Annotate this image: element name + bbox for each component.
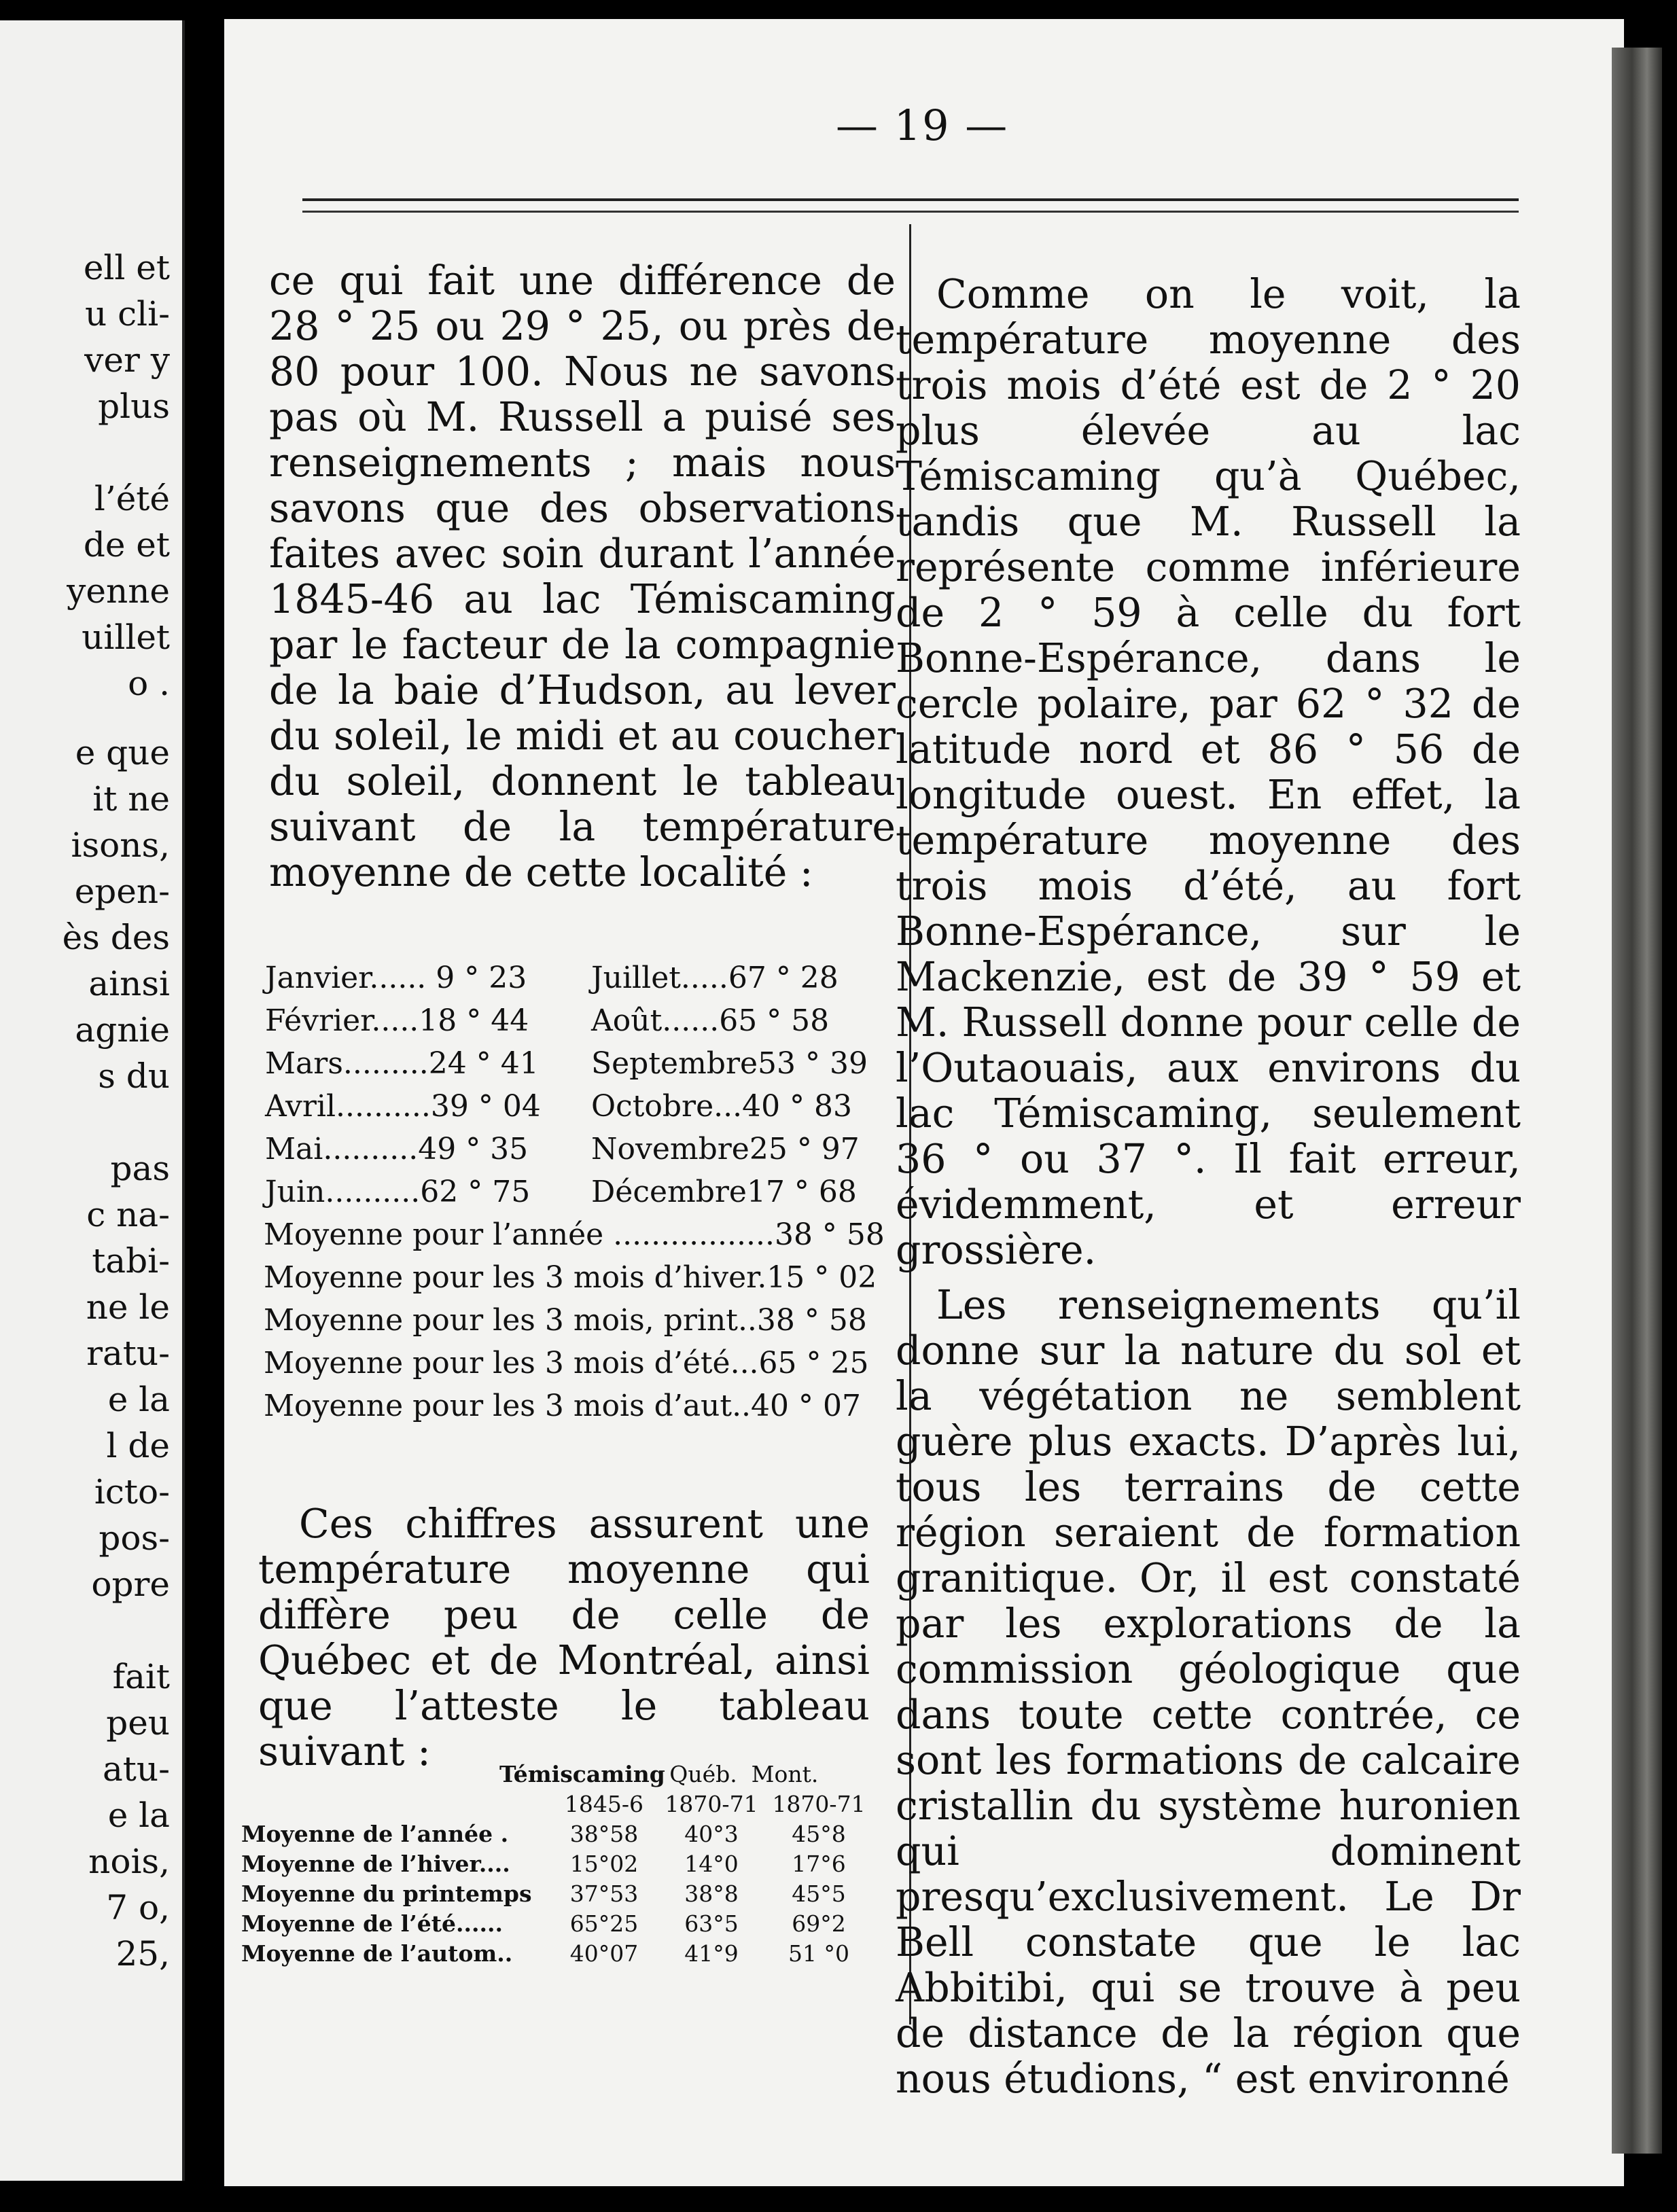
month-cell: Novembre25 ° 97 bbox=[591, 1132, 860, 1166]
table-row bbox=[265, 1042, 890, 1085]
left-paragraph-1: ce qui fait une différence de 28 ° 25 ou 29 ° 25, ou près de 80 pour 100. Nous ne savons pas où M. Russell a puisé ses renseignements ; mais nous savons que des observations faites avec soin durant l’année 1845-46 au lac Témiscaming par le facteur de la compagnie de la baie d’Hudson, au lever du soleil, le midi et au coucher du soleil, donnent le tableau suivant de la température moyenne de cette localité : bbox=[269, 257, 896, 895]
header-rule bbox=[302, 198, 1519, 213]
table-row bbox=[265, 957, 890, 999]
year-cell: 1870-71 bbox=[772, 1791, 866, 1817]
row-label: Moyenne de l’hiver.... bbox=[241, 1851, 510, 1877]
previous-page-line: ne le bbox=[86, 1287, 170, 1327]
value-cell: 38°58 bbox=[569, 1821, 639, 1847]
left-paragraph-2-block bbox=[258, 1501, 870, 1774]
previous-page-line: atu- bbox=[103, 1749, 170, 1789]
value-cell: 14°0 bbox=[684, 1851, 739, 1877]
value-cell: 63°5 bbox=[684, 1910, 739, 1937]
table-row bbox=[241, 1939, 873, 1969]
month-cell: Décembre17 ° 68 bbox=[591, 1175, 857, 1209]
left-column bbox=[269, 258, 896, 895]
month-cell: Octobre...40 ° 83 bbox=[591, 1089, 853, 1124]
table-row bbox=[265, 1171, 890, 1213]
value-cell: 41°9 bbox=[684, 1940, 739, 1967]
value-cell: 38°8 bbox=[684, 1880, 739, 1907]
previous-page-fragment bbox=[0, 20, 185, 2181]
row-label: Moyenne de l’autom.. bbox=[241, 1940, 513, 1967]
average-row: Moyenne pour les 3 mois, print..38 ° 58 bbox=[264, 1303, 867, 1338]
previous-page-line: ainsi bbox=[88, 964, 170, 1003]
value-cell: 69°2 bbox=[792, 1910, 846, 1937]
previous-page-line: isons, bbox=[71, 825, 170, 865]
year-cell: 1845-6 bbox=[564, 1791, 644, 1817]
monthly-temperature-table bbox=[265, 957, 890, 1213]
value-cell: 40°07 bbox=[569, 1940, 639, 1967]
table-row bbox=[241, 1849, 873, 1879]
previous-page-line: pas bbox=[110, 1149, 170, 1188]
previous-page-line: e la bbox=[107, 1796, 170, 1835]
previous-page-line: opre bbox=[91, 1565, 170, 1604]
table-row bbox=[265, 1128, 890, 1171]
month-cell: Janvier...... 9 ° 23 bbox=[265, 961, 527, 995]
month-cell: Mars.........24 ° 41 bbox=[265, 1046, 539, 1081]
previous-page-line: icto- bbox=[94, 1472, 170, 1512]
previous-page-line: agnie bbox=[75, 1010, 170, 1050]
previous-page-line: 25, bbox=[116, 1934, 170, 1974]
average-row: Moyenne pour l’année .................38 ° 58 bbox=[264, 1217, 885, 1252]
value-cell: 45°5 bbox=[792, 1880, 846, 1907]
average-row: Moyenne pour les 3 mois d’aut..40 ° 07 bbox=[264, 1389, 861, 1423]
row-label: Moyenne du printemps bbox=[241, 1880, 532, 1907]
header-montreal: Mont. bbox=[751, 1761, 819, 1787]
page-edge bbox=[1612, 48, 1662, 2154]
averages-list bbox=[264, 1213, 889, 1427]
average-row: Moyenne pour les 3 mois d’hiver.15 ° 02 bbox=[264, 1260, 877, 1295]
previous-page-line: s du bbox=[98, 1056, 170, 1096]
value-cell: 45°8 bbox=[792, 1821, 846, 1847]
previous-page-line: e que bbox=[75, 733, 170, 772]
previous-page-line: fait bbox=[112, 1657, 170, 1696]
header-temiscaming: Témiscaming bbox=[499, 1761, 665, 1787]
right-paragraph-1: Comme on le voit, la température moyenne des trois mois d’été est de 2 ° 20 plus élevée au lac Témiscaming qu’à Québec, tandis que M. Russell la représente comme inférieure de 2 ° 59 à celle du fort Bonne-Espérance, dans le cercle polaire, par 62 ° 32 de latitude nord et 86 ° 56 de longitude ouest. En effet, la température moyenne des trois mois d’été, au fort Bonne-Espérance, sur le Mackenzie, est de 39 ° 59 et M. Russell donne pour celle de l’Outaouais, aux environs du lac Témiscaming, seulement 36 ° ou 37 °. Il fait erreur, évidemment, et erreur grossière. bbox=[896, 271, 1521, 1273]
value-cell: 51 °0 bbox=[788, 1940, 849, 1967]
previous-page-line: pos- bbox=[99, 1518, 170, 1558]
month-cell: Avril..........39 ° 04 bbox=[265, 1089, 541, 1124]
previous-page-line: e la bbox=[107, 1380, 170, 1419]
previous-page-line: yenne bbox=[67, 571, 170, 611]
table-row bbox=[241, 1819, 873, 1849]
previous-page-line: it ne bbox=[92, 779, 170, 819]
previous-page-line: l’été bbox=[94, 479, 170, 518]
year-cell: 1870-71 bbox=[665, 1791, 758, 1817]
month-cell: Juin..........62 ° 75 bbox=[265, 1175, 531, 1209]
header-quebec: Québ. bbox=[669, 1761, 737, 1787]
row-label: Moyenne de l’année . bbox=[241, 1821, 509, 1847]
comparison-table bbox=[241, 1760, 873, 1969]
comparison-header-years bbox=[241, 1789, 873, 1819]
page-number: — 19 — bbox=[836, 101, 1009, 150]
value-cell: 37°53 bbox=[569, 1880, 639, 1907]
table-row bbox=[265, 999, 890, 1042]
right-paragraph-2: Les renseignements qu’il donne sur la nature du sol et la végétation ne semblent guère plus exacts. D’après lui, tous les terrains de cette région seraient de formation granitique. Or, il est constaté par les explorations de la commission géologique que dans toute cette contrée, ce sont les formations de calcaire cristallin du système huronien qui dominent presqu’exclusivement. Le Dr Bell constate que le lac Abbitibi, qui se trouve à peu de distance de la région que nous étudions, “ est environné bbox=[896, 1282, 1521, 2102]
row-label: Moyenne de l’été...... bbox=[241, 1910, 503, 1937]
month-cell: Septembre53 ° 39 bbox=[591, 1046, 868, 1081]
month-cell: Février.....18 ° 44 bbox=[265, 1003, 529, 1038]
previous-page-line: o . bbox=[128, 664, 170, 703]
value-cell: 15°02 bbox=[569, 1851, 639, 1877]
table-row bbox=[241, 1909, 873, 1939]
comparison-header-names bbox=[241, 1760, 873, 1789]
value-cell: 17°6 bbox=[792, 1851, 846, 1877]
previous-page-line: ratu- bbox=[86, 1334, 170, 1373]
table-row bbox=[241, 1879, 873, 1909]
previous-page-line: l de bbox=[106, 1426, 170, 1465]
previous-page-line: uillet bbox=[82, 618, 170, 657]
previous-page-line: de et bbox=[83, 525, 170, 565]
previous-page-line: ès des bbox=[62, 918, 170, 957]
month-cell: Août......65 ° 58 bbox=[591, 1003, 830, 1038]
month-cell: Mai..........49 ° 35 bbox=[265, 1132, 529, 1166]
previous-page-line: ver y bbox=[84, 340, 170, 380]
previous-page-line: c na- bbox=[86, 1195, 170, 1234]
previous-page-line: 7 o, bbox=[106, 1888, 170, 1927]
previous-page-line: u cli- bbox=[85, 294, 170, 334]
previous-page-line: peu bbox=[106, 1703, 170, 1743]
average-row: Moyenne pour les 3 mois d’été...65 ° 25 bbox=[264, 1346, 869, 1380]
right-column bbox=[896, 272, 1521, 2102]
previous-page-line: epen- bbox=[74, 872, 170, 911]
value-cell: 40°3 bbox=[684, 1821, 739, 1847]
previous-page-line: plus bbox=[98, 387, 170, 426]
previous-page-line: nois, bbox=[88, 1842, 170, 1881]
previous-page-line: ell et bbox=[83, 248, 170, 287]
left-paragraph-2: Ces chiffres assurent une température moyenne qui diffère peu de celle de Québec et de Montréal, ainsi que l’atteste le tableau suivant : bbox=[258, 1501, 870, 1774]
previous-page-line: tabi- bbox=[92, 1241, 170, 1281]
month-cell: Juillet.....67 ° 28 bbox=[591, 961, 838, 995]
value-cell: 65°25 bbox=[569, 1910, 639, 1937]
table-row bbox=[265, 1085, 890, 1128]
